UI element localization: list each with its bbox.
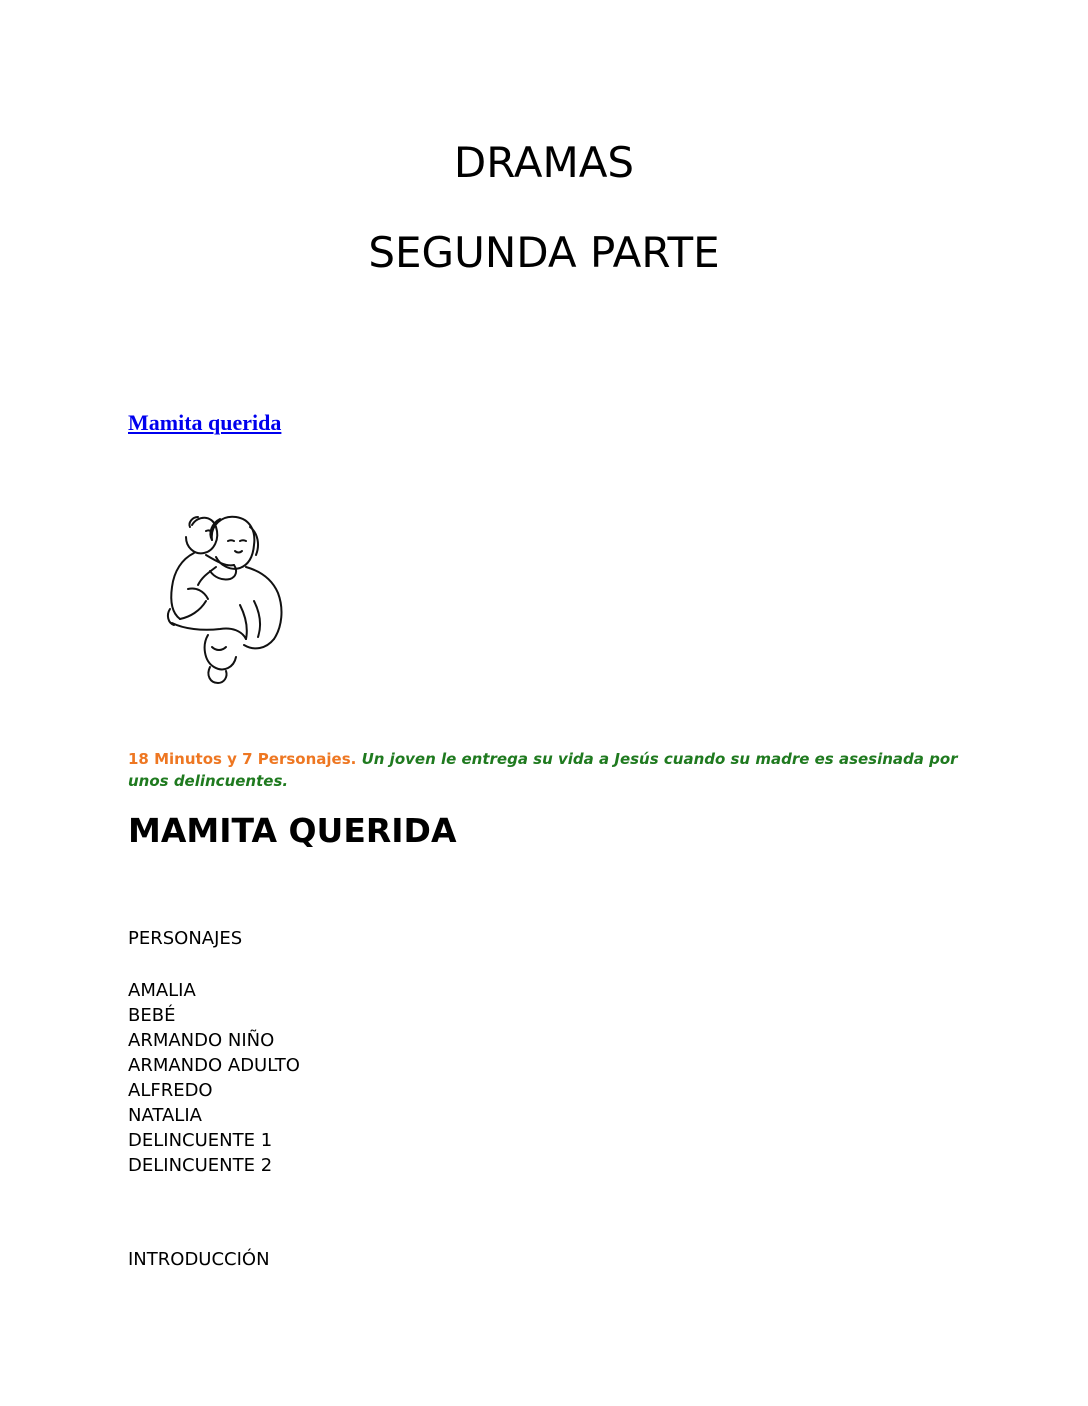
character-item: ARMANDO ADULTO — [128, 1055, 300, 1076]
character-item: DELINCUENTE 1 — [128, 1130, 273, 1151]
document-title: DRAMAS — [453, 138, 635, 187]
character-item: AMALIA — [128, 980, 196, 1001]
character-item: ARMANDO NIÑO — [128, 1030, 275, 1051]
introduction-label: INTRODUCCIÓN — [128, 1249, 270, 1270]
synopsis-text: Un joven le entrega su vida a Jesús cuando su madre es asesinada por unos delincuentes. — [128, 750, 958, 790]
character-item: NATALIA — [128, 1105, 202, 1126]
duration-text: 18 Minutos y 7 Personajes. — [128, 750, 357, 768]
document-subtitle: SEGUNDA PARTE — [368, 228, 720, 277]
character-item: ALFREDO — [128, 1080, 213, 1101]
drama-title-link[interactable]: Mamita querida — [128, 410, 282, 435]
characters-label: PERSONAJES — [128, 928, 243, 949]
drama-heading: MAMITA QUERIDA — [128, 811, 457, 850]
character-item: BEBÉ — [128, 1005, 176, 1026]
drama-summary — [128, 748, 968, 792]
character-list — [128, 978, 300, 1178]
mother-and-child-drawing-icon — [150, 505, 295, 690]
character-item: DELINCUENTE 2 — [128, 1155, 273, 1176]
